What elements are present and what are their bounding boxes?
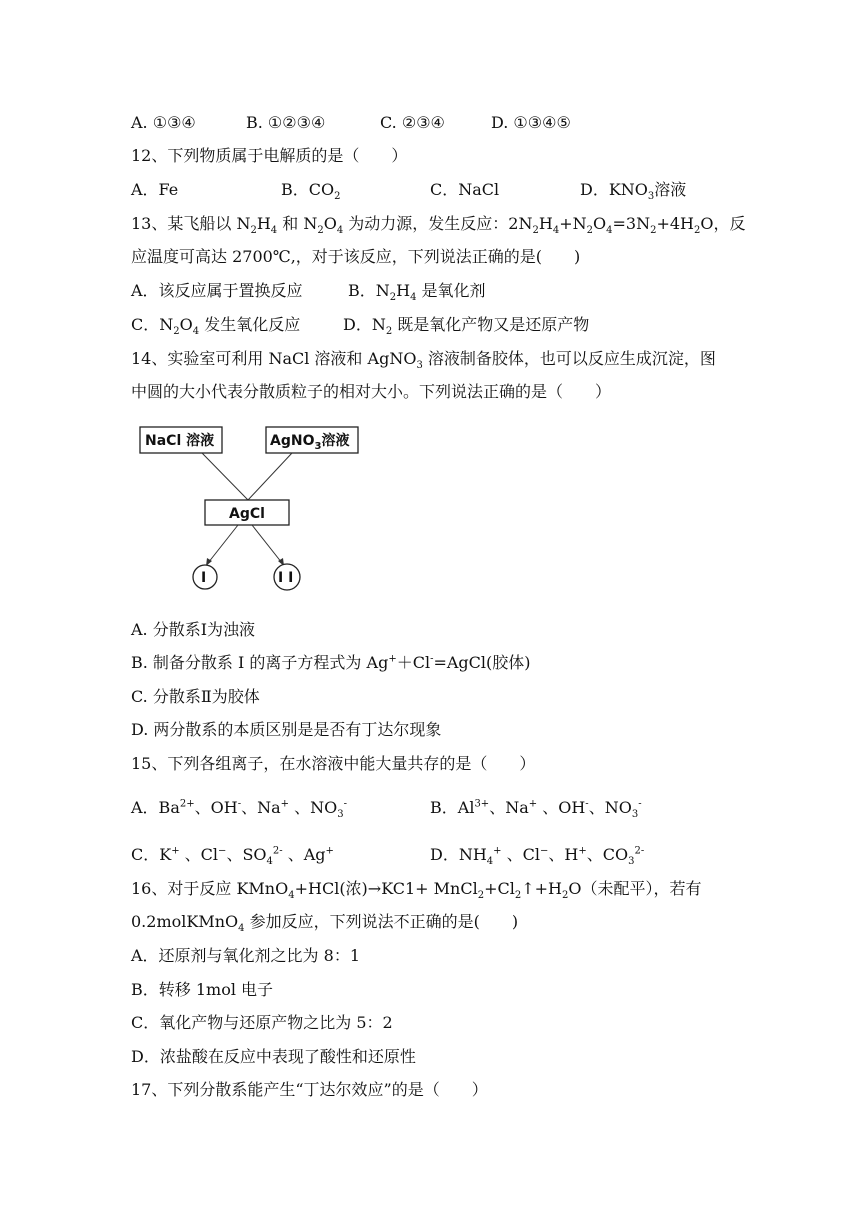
svg-text:NaCl 溶液: NaCl 溶液 [145,433,215,449]
q13-option-d: D．$N_2$ 既是氧化产物又是还原产物 [343,315,590,338]
q12-option-b: B．$CO_2$ [281,180,341,203]
q15-option-a: A．$Ba^{2+}$、OH-、Na+ 、$NO_3^-$ [131,798,347,821]
q15-option-b: B．$Al^{3+}$、Na+ 、OH-、$NO_3^-$ [430,798,642,821]
dispersion-circle-1 [193,565,217,589]
q16-stem-line1: 16、对于反应 KMnO$_4$+HCl(浓)$\to KC1+ MnCl_2+Cl_2↑+H_2O$（未配平），若有 [131,879,702,902]
q13-option-c: C．$N_2O_4$ 发生氧化反应 [131,315,301,338]
q16-option-b: B．转移 1mol 电子 [131,980,274,999]
nacl-solution-box [140,427,222,453]
q13-stem-line1: 13、某飞船以 $N_2H_4$ 和 $N_2O_4$ 为动力源，发生反应：$2N_2H_4+N_2O_4=3N_2+4H_2O$，反 [131,214,746,237]
q15-stem: 15、下列各组离子，在水溶液中能大量共存的是（ ） [131,754,536,773]
q12-option-a: A．Fe [131,180,179,199]
arrow-line [208,525,238,563]
q16-stem-line2: 0.2molKMnO$_4$ 参加反应，下列说法不正确的是( ) [131,912,519,935]
q14-option-a: A. 分散系Ⅰ为浊液 [131,620,256,639]
dispersion-circle-2 [274,564,300,590]
svg-text:AgNO3溶液: AgNO$_3$溶液 [270,433,350,452]
q11-option-d: D. ①③④⑤ [491,113,571,132]
connector-line [202,453,248,500]
arrow-line [252,525,282,563]
q15-option-c: C．K+ 、Cl−、$SO_4^{2-}$ 、Ag+ [131,845,334,868]
connector-line [248,453,292,500]
agcl-box [205,500,289,525]
q13-option-b: B．$N_2H_4$ 是氧化剂 [348,281,486,304]
q13-stem-line2: 应温度可高达 2700℃,，对于该反应，下列说法正确的是( ) [131,247,581,266]
q15-option-d: D．$NH_4^+$ 、Cl−、H+、$CO_3^{2-}$ [430,845,645,868]
q14-diagram [130,420,370,595]
agno3-solution-box [266,427,358,453]
q13-option-a: A．该反应属于置换反应 [131,281,303,300]
q12-stem: 12、下列物质属于电解质的是（ ） [131,146,408,165]
q11-option-a: A. ①③④ [131,113,196,132]
q14-stem-line1: 14、实验室可利用 NaCl 溶液和 AgNO$_3$ 溶液制备胶体，也可以反应生成沉淀，图 [131,349,716,372]
q14-option-d: D. 两分散系的本质区别是是否有丁达尔现象 [131,720,442,739]
q16-option-c: C．氧化产物与还原产物之比为 5：2 [131,1013,393,1032]
q12-option-c: C．NaCl [430,180,500,199]
svg-text:I I: I I [278,570,294,586]
q11-option-c: C. ②③④ [380,113,445,132]
q16-option-d: D．浓盐酸在反应中表现了酸性和还原性 [131,1047,416,1066]
q14-stem-line2: 中圆的大小代表分散质粒子的相对大小。下列说法正确的是（ ） [131,382,612,401]
q14-option-b: B. 制备分散系 I 的离子方程式为 Ag+＋Cl-=AgCl(胶体) [131,653,531,672]
svg-text:I: I [201,570,207,586]
q11-option-b: B. ①②③④ [246,113,326,132]
q14-option-c: C. 分散系Ⅱ为胶体 [131,687,260,706]
q12-option-d: D．$KNO_3$溶液 [580,180,687,203]
svg-text:AgCl: AgCl [229,506,265,522]
q17-stem: 17、下列分散系能产生“丁达尔效应”的是（ ） [131,1080,488,1099]
q16-option-a: A．还原剂与氧化剂之比为 8：1 [131,946,361,965]
